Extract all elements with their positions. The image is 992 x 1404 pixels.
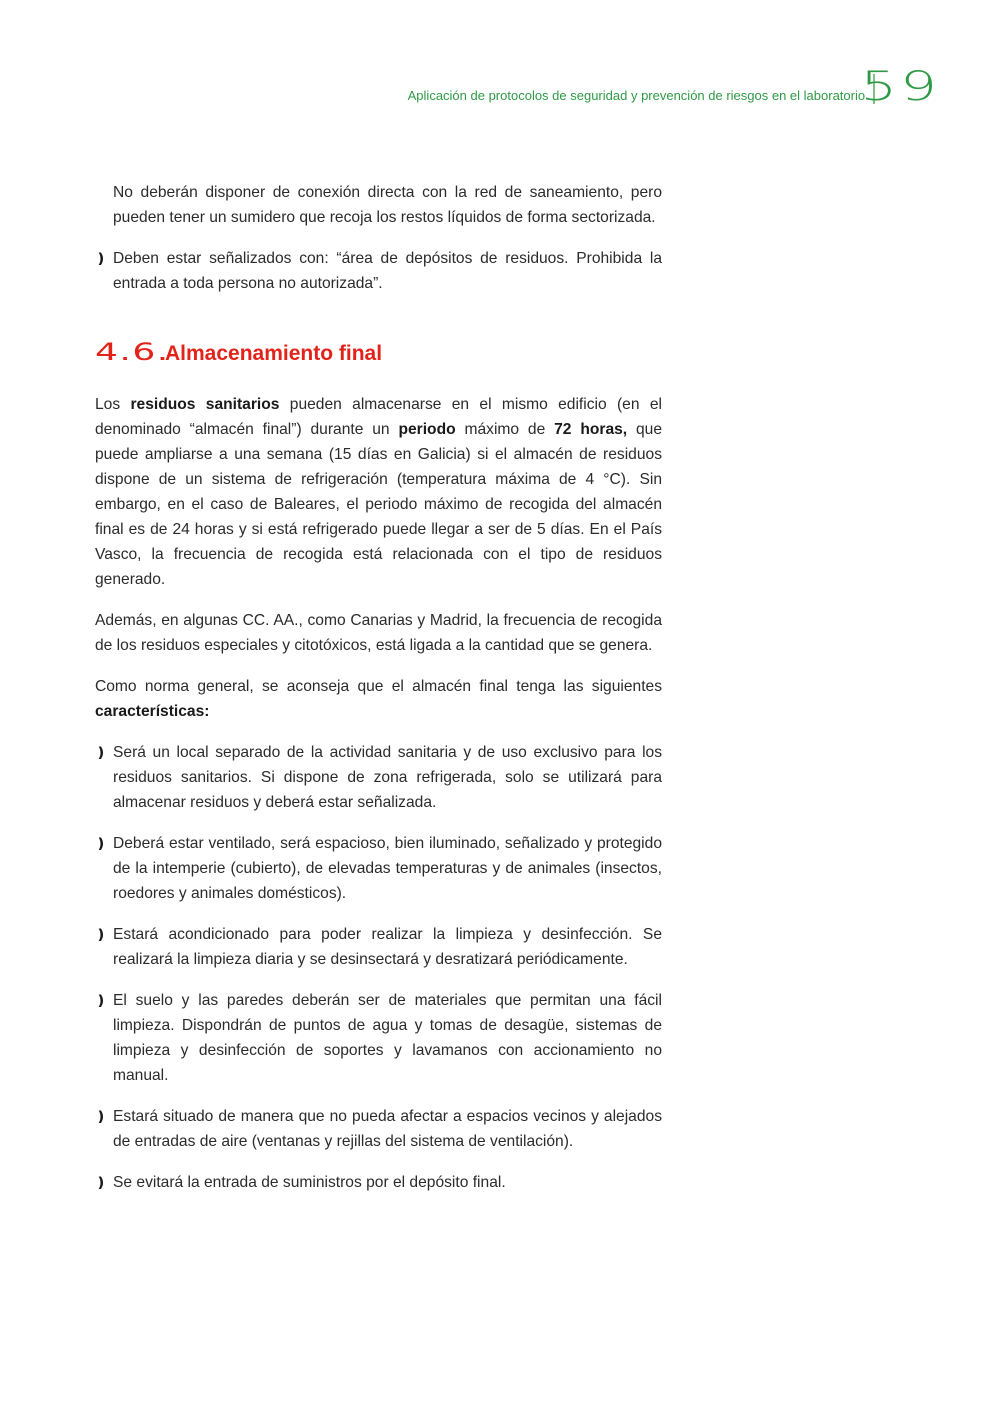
characteristics-list (95, 740, 662, 1195)
list-item (95, 246, 662, 296)
list-item (95, 1104, 662, 1154)
section-number: 4.6. (95, 338, 170, 366)
list-item-text: Estará situado de manera que no pueda afectar a espacios vecinos y alejados de entradas de aire (ventanas y rejillas del sistema de ventilación). (113, 1108, 662, 1150)
list-item-text: Se evitará la entrada de suministros por el depósito final. (113, 1174, 506, 1191)
bold-run: residuos sanitarios (130, 396, 280, 413)
text-run: que puede ampliarse a una semana (15 días en Galicia) si el almacén de residuos dispone de un sistema de refrigeración (temperatura máxima de 4 °C). Sin embargo, en el caso de Baleares, el periodo máximo de recogida del almacén final es de 24 horas y si está refrigerado puede llegar a ser de 5 días. En el País Vasco, la frecuencia de recogida está relacionada con el tipo de residuos generado. (95, 421, 662, 588)
list-item (95, 831, 662, 906)
list-item (95, 988, 662, 1088)
header-title: Aplicación de protocolos de seguridad y prevención de riesgos en el laboratorio (407, 88, 866, 103)
bullet-marker-icon: ❫ (95, 744, 107, 760)
page-content (95, 180, 662, 1211)
text-run: Como norma general, se aconseja que el almacén final tenga las siguientes (95, 678, 662, 695)
section-title: Almacenamiento final (165, 342, 383, 365)
text-run: Los (95, 396, 131, 413)
list-item-text: Deben estar señalizados con: “área de depósitos de residuos. Prohibida la entrada a toda persona no autorizada”. (113, 250, 662, 292)
bold-run: periodo (398, 421, 456, 438)
bullet-marker-icon: ❫ (95, 1174, 107, 1190)
continuation-paragraph: No deberán disponer de conexión directa con la red de saneamiento, pero pueden tener un sumidero que recoja los restos líquidos de forma sectorizada. (113, 184, 662, 226)
section-heading (95, 340, 662, 366)
bullet-marker-icon: ❫ (95, 926, 107, 942)
paragraph-regions: Además, en algunas CC. AA., como Canarias y Madrid, la frecuencia de recogida de los residuos especiales y citotóxicos, está ligada a la cantidad que se genera. (95, 612, 662, 654)
bullet-marker-icon: ❫ (95, 1108, 107, 1124)
text-run: máximo de (455, 421, 555, 438)
list-item (95, 1170, 662, 1195)
bold-run: características: (95, 703, 210, 720)
paragraph-storage-period (95, 392, 662, 592)
list-item-text: Será un local separado de la actividad sanitaria y de uso exclusivo para los residuos sanitarios. Si dispone de zona refrigerada, solo se utilizará para almacenar residuos y deberá estar señalizada. (113, 744, 662, 811)
running-header (407, 64, 940, 110)
bullet-marker-icon: ❫ (95, 992, 107, 1008)
bullet-marker-icon: ❫ (95, 250, 107, 266)
list-item-text: El suelo y las paredes deberán ser de materiales que permitan una fácil limpieza. Dispondrán de puntos de agua y tomas de desagüe, sistemas de limpieza y desinfección de soportes y lavamanos con accionamiento no manual. (113, 992, 662, 1084)
list-item-text: Deberá estar ventilado, será espacioso, bien iluminado, señalizado y protegido de la intemperie (cubierto), de elevadas temperaturas y de animales (insectos, roedores y animales domésticos). (113, 835, 662, 902)
paragraph-characteristics-intro (95, 674, 662, 724)
text-run: pueden almacenarse en el mismo edificio (en el denominado “almacén final”) durante un (95, 396, 662, 438)
bullet-marker-icon: ❫ (95, 835, 107, 851)
page-number: 59 (860, 64, 940, 110)
list-item (95, 922, 662, 972)
bold-run: 72 horas, (554, 421, 628, 438)
list-item (95, 740, 662, 815)
list-item-text: Estará acondicionado para poder realizar la limpieza y desinfección. Se realizará la limpieza diaria y se desinsectará y desratizará periódicamente. (113, 926, 662, 968)
